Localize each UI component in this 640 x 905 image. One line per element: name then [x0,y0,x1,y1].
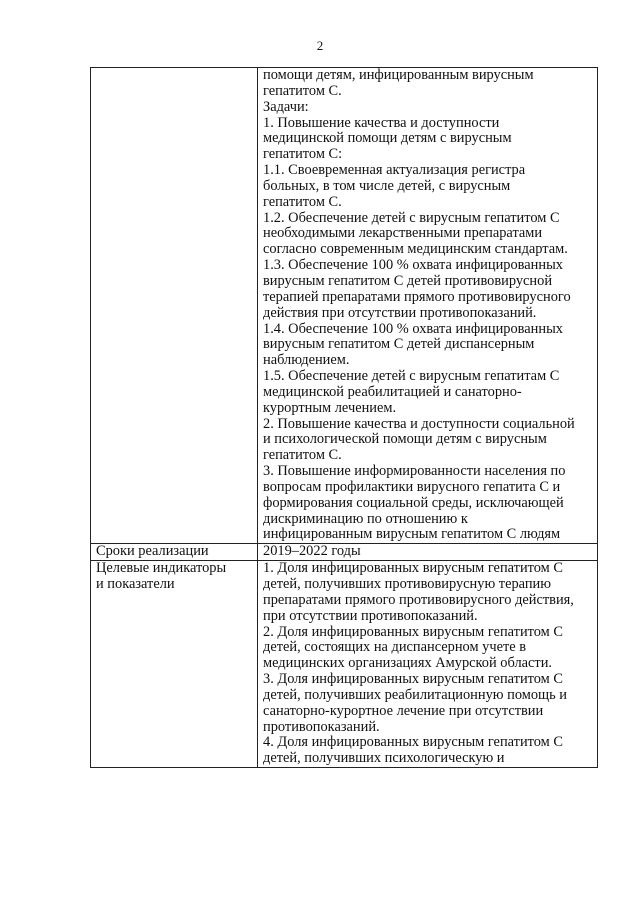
content-line: детей, получивших психологическую и [263,750,505,767]
row-content-cell [258,68,598,544]
content-line: Задачи: [263,98,309,115]
content-line: 1.5. Обеспечение детей с вирусным гепатитам С [263,368,560,385]
row-label-line: и показатели [96,576,175,592]
content-line: медицинских организациях Амурской области. [263,655,553,672]
row-label-line: Сроки реализации [96,543,209,560]
content-line: необходимыми лекарственными препаратами [263,225,543,242]
content-line: гепатитом С. [263,447,342,464]
row-goals-continuation [91,68,598,544]
content-line: 4. Доля инфицированных вирусным гепатитом С [263,734,563,751]
content-line: 1.3. Обеспечение 100 % охвата инфицированных [263,257,563,274]
content-line: детей, состоящих на диспансерном учете в [263,639,527,656]
content-line: наблюдением. [263,352,350,369]
row-target-indicators [91,561,598,768]
content-line: противопоказаний. [263,718,380,735]
content-line: гепатитом С. [263,82,342,99]
content-line: медицинской помощи детям с вирусным [263,130,512,147]
content-line: вирусным гепатитом С детей диспансерным [263,336,535,353]
content-line: дискриминацию по отношению к [263,510,468,527]
row-content-cell [258,544,598,561]
content-line: 1.1. Своевременная актуализация регистра [263,162,526,179]
content-line: терапией препаратами прямого противовирусного [263,288,571,305]
row-label-cell [91,68,258,544]
row-label-cell [91,544,258,561]
content-line: вирусным гепатитом С детей противовирусной [263,272,553,289]
content-line: санаторно-курортное лечение при отсутствии [263,702,544,719]
row-content-cell [258,561,598,768]
content-line: согласно современным медицинским стандартам. [263,241,568,258]
content-line: 1. Доля инфицированных вирусным гепатитом С [263,560,563,577]
content-line: инфицированным вирусным гепатитом С людям [263,526,561,543]
content-line: помощи детям, инфицированным вирусным [263,67,534,83]
content-line: формирования социальной среды, исключающей [263,494,564,511]
content-line: 2019–2022 годы [263,543,361,560]
content-line: 2. Повышение качества и доступности социальной [263,415,575,432]
content-line: вопросам профилактики вирусного гепатита С и [263,478,561,495]
content-line: 1. Повышение качества и доступности [263,114,500,131]
row-label-line: Целевые индикаторы [96,560,227,577]
content-line: детей, получивших реабилитационную помощь и [263,686,567,703]
content-line: действия при отсутствии противопоказаний. [263,304,537,321]
content-line: 3. Доля инфицированных вирусным гепатитом С [263,671,563,688]
content-line: 1.4. Обеспечение 100 % охвата инфицированных [263,320,563,337]
content-line: при отсутствии противопоказаний. [263,607,478,624]
page-number: 2 [316,38,324,53]
content-line: гепатитом С. [263,193,342,210]
content-line: больных, в том числе детей, с вирусным [263,177,511,194]
content-line: курортным лечением. [263,399,397,416]
row-implementation-period [91,544,598,561]
content-line: гепатитом С: [263,146,343,163]
content-line: и психологической помощи детям с вирусным [263,431,547,448]
content-line: 3. Повышение информированности населения по [263,463,566,480]
row-label-cell [91,561,258,768]
content-line: 1.2. Обеспечение детей с вирусным гепатитом С [263,209,560,226]
content-line: детей, получивших противовирусную терапию [263,576,552,592]
content-line: медицинской реабилитацией и санаторно- [263,383,522,400]
passport-table [90,67,598,768]
content-line: препаратами прямого противовирусного действия, [263,591,574,608]
content-line: 2. Доля инфицированных вирусным гепатитом С [263,623,563,640]
